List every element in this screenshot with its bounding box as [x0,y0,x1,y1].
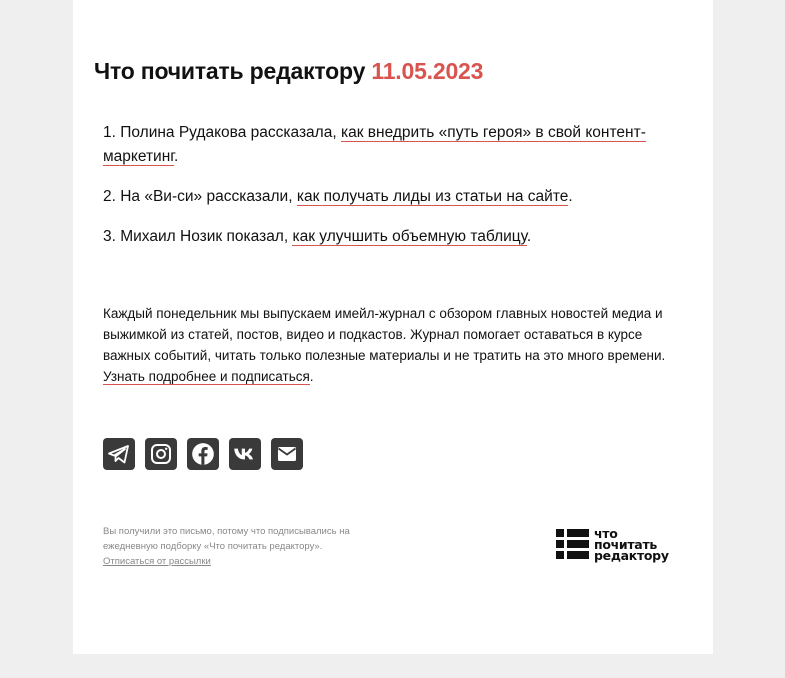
news-suffix: . [174,148,179,165]
list-item [103,121,683,169]
logo [556,528,669,561]
facebook-icon [190,441,216,467]
about-text: Каждый понедельник мы выпускаем имейл-журнал с обзором главных новостей медиа и выжимкой из статей, постов, видео и подкастов. Журнал помогает оставаться в курсе важных событий, читать только полезные материалы и не тратить на это много времени. [103,306,666,363]
footer-notice [103,524,393,569]
news-prefix: 3. Михаил Нозик показал, [103,228,293,245]
news-link-leads[interactable]: как получать лиды из статьи на сайте [296,188,569,205]
footer-text: Вы получили это письмо, потому что подписывались на ежедневную подборку «Что почитать редактору». [103,526,350,552]
subscribe-link[interactable]: Узнать подробнее и подписаться [103,369,310,384]
news-prefix: 1. Полина Рудакова рассказала, [103,124,341,141]
telegram-button[interactable] [103,438,135,470]
about-suffix: . [309,369,314,384]
social-links [103,438,303,470]
logo-text [594,528,669,561]
vk-button[interactable] [229,438,261,470]
logo-line-3: редактору [594,548,669,563]
news-prefix: 2. На «Ви-си» рассказали, [103,188,297,205]
email-button[interactable] [271,438,303,470]
logo-line-2: почитать [594,537,657,552]
news-list [103,121,683,265]
list-item [103,225,683,249]
unsubscribe-link[interactable]: Отписаться от рассылки [103,556,211,567]
logo-bars-icon [556,529,589,559]
issue-date: 11.05.2023 [371,58,484,84]
instagram-icon [149,442,173,466]
logo-line-1: что [594,526,618,541]
about-paragraph [103,303,693,387]
email-icon [275,442,299,466]
vk-icon [232,441,258,467]
page-title [94,58,483,85]
instagram-button[interactable] [145,438,177,470]
news-link-table[interactable]: как улучшить объемную таблицу [292,228,527,245]
title-text: Что почитать редактору [94,58,366,84]
email-card [73,0,713,654]
list-item [103,185,683,209]
telegram-icon [107,442,131,466]
news-suffix: . [568,188,573,205]
news-suffix: . [526,228,532,245]
news-link-hero-journey[interactable]: как внедрить «путь героя» в свой контент-маркетинг [103,124,646,165]
facebook-button[interactable] [187,438,219,470]
